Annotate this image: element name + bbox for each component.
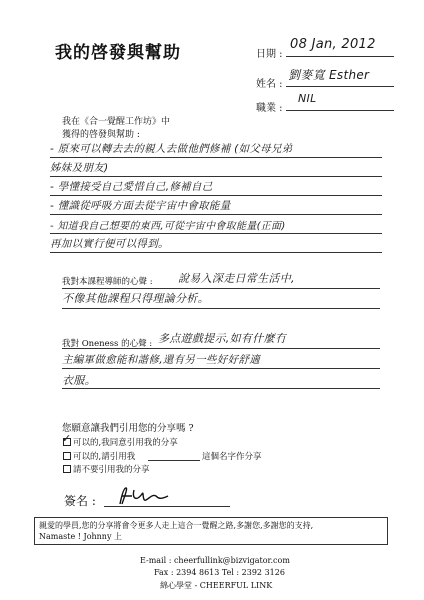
- ruled-line: [50, 157, 382, 158]
- footer-message: 親愛的學員,您的分享將會令更多人走上這合一覺醒之路,多謝您,多謝您的支持,: [39, 521, 314, 530]
- course-feeling-line-2: 不像其他課程只得理論分析。: [62, 292, 209, 305]
- inspiration-line-2: 姊妹及朋友): [50, 162, 109, 174]
- option2-checkbox[interactable]: [63, 452, 71, 460]
- date-value: 08 Jan, 2012: [290, 37, 376, 52]
- course-feeling-line-1: 說易入深走日常生活中,: [178, 272, 295, 285]
- page-title: 我的啓發與幫助: [55, 43, 181, 63]
- ruled-line: [50, 214, 382, 215]
- oneness-feeling-line-3: 衣服。: [62, 374, 96, 387]
- course-feeling-label: 我對本課程導師的心聲 :: [62, 277, 153, 287]
- signature-line: [104, 506, 230, 507]
- intro-line-1: 我在《合一覺醒工作坊》中: [62, 117, 171, 127]
- option1-checkmark: ✓: [62, 432, 72, 445]
- footer-fax-tel: Fax : 2394 8613 Tel : 2392 3126: [154, 568, 285, 577]
- job-value: NIL: [298, 92, 317, 105]
- oneness-feeling-line-2: 主編軍做愈能和諧修,還有另一些好好舒適: [62, 354, 261, 366]
- date-label: 日期 :: [256, 49, 283, 60]
- job-line: [286, 110, 394, 111]
- oneness-feeling-line-1: 多点遊戲提示,如有什麼冇: [158, 332, 287, 345]
- date-line: [286, 56, 394, 57]
- name-value: 劉麥寬 Esther: [288, 68, 370, 82]
- option2-label-a: 可以的,請引用我: [73, 452, 136, 462]
- ruled-line: [50, 233, 382, 234]
- footer-org: 綿心學堂 - CHEERFUL LINK: [160, 581, 273, 590]
- ruled-line: [62, 368, 380, 369]
- ruled-line: [50, 195, 382, 196]
- ruled-line: [62, 388, 380, 389]
- ruled-line: [62, 308, 380, 309]
- job-label: 職業 :: [256, 103, 283, 114]
- option2-name-line[interactable]: [148, 460, 200, 461]
- ruled-line: [50, 176, 382, 177]
- footer-message-2: Namaste ! Johnny 上: [39, 532, 123, 541]
- inspiration-line-4: - 懂識從呼吸方面去從宇宙中會取能量: [50, 200, 231, 212]
- footer-email: E-mail : cheerfullink@bizvigator.com: [140, 556, 290, 565]
- ruled-line: [50, 252, 382, 253]
- option3-label: 請不要引用我的分享: [73, 465, 150, 475]
- option2-label-b: 這個名字作分享: [202, 452, 262, 462]
- inspiration-line-1: - 原來可以轉去去的親人去做他們修補 (如父母兄弟: [50, 143, 293, 155]
- share-question: 您願意讓我們引用您的分享嗎 ?: [62, 423, 194, 434]
- inspiration-line-5: - 知道我自己想要的東西,可從宇宙中會取能量(正面): [50, 221, 286, 232]
- ruled-line: [62, 288, 380, 289]
- inspiration-line-6: 再加以實行便可以得到。: [50, 238, 169, 250]
- name-label: 姓名 :: [256, 79, 283, 90]
- name-line: [286, 86, 394, 87]
- ruled-line: [62, 348, 380, 349]
- intro-line-2: 獲得的啓發與幫助 :: [62, 130, 140, 140]
- signature-label: 簽名 :: [64, 494, 96, 508]
- oneness-feeling-label: 我對 Oneness 的心聲 :: [62, 339, 153, 349]
- inspiration-line-3: - 學懂接受自己愛惜自己,修補自己: [50, 181, 213, 193]
- footer-message-box: [34, 517, 388, 545]
- option3-checkbox[interactable]: [63, 465, 71, 473]
- option1-label: 可以的,我同意引用我的分享: [73, 438, 178, 448]
- signature-image: [112, 484, 182, 508]
